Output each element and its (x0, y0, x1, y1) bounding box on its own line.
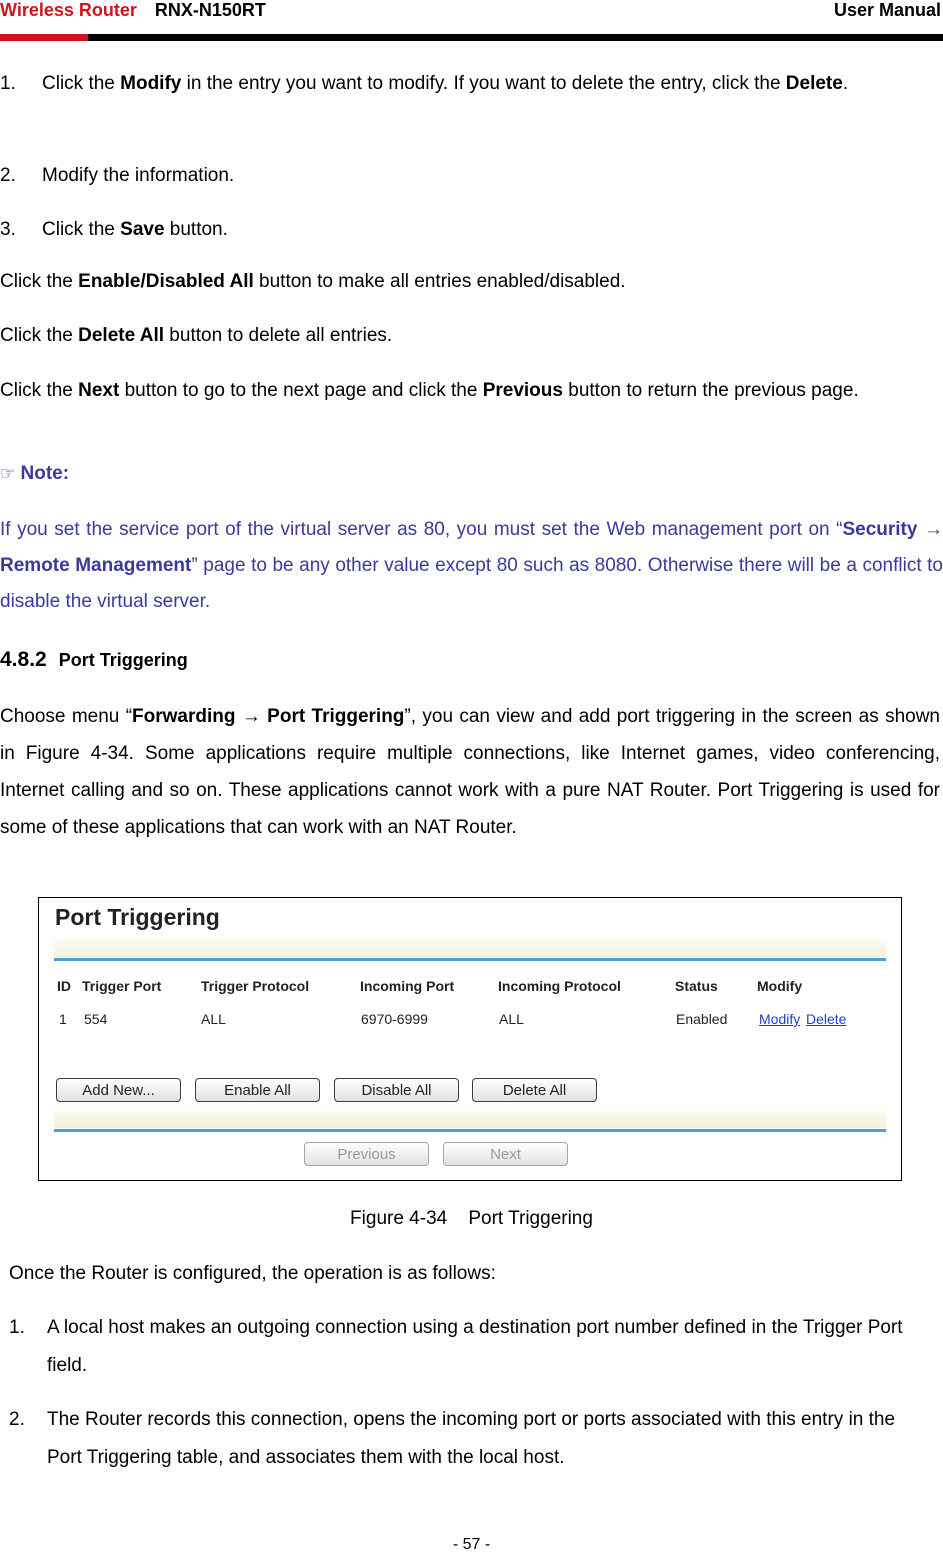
note-text: If you set the service port of the virtual server as 80, you must set the Web management port on “Security → Remote Management” page to be any other value except 80 such as 8080. Otherwise there will be a conflict to disable the virtual server. (0, 519, 943, 612)
delete-link[interactable]: Delete (806, 1011, 847, 1027)
delete-all-button[interactable]: Delete All (472, 1078, 597, 1102)
col-status: Status (675, 978, 718, 994)
col-modify: Modify (757, 978, 803, 994)
note-label: ☞ Note: (0, 463, 70, 484)
operation-item-1: 1. A local host makes an outgoing connection using a destination port number defined in the Trigger Port field. (9, 1317, 903, 1376)
col-id: ID (57, 978, 71, 994)
header-brand: Wireless Router (0, 0, 137, 20)
page-number: - 57 - (452, 1536, 491, 1553)
next-previous-line: Click the Next button to go to the next page and click the Previous button to return the previous page. (0, 380, 859, 401)
delete-all-line: Click the Delete All button to delete all entries. (0, 325, 393, 346)
col-trigger-port: Trigger Port (82, 978, 162, 994)
row-trigger-port: 554 (84, 1011, 108, 1027)
row-trigger-protocol: ALL (201, 1011, 226, 1027)
next-button[interactable]: Next (443, 1142, 568, 1166)
enable-all-line: Click the Enable/Disabled All button to make all entries enabled/disabled. (0, 271, 626, 292)
modify-link[interactable]: Modify (759, 1011, 801, 1027)
bottom-divider (54, 1129, 886, 1132)
col-incoming-protocol: Incoming Protocol (498, 978, 621, 994)
intro-paragraph: Choose menu “Forwarding → Port Triggering”, you can view and add port triggering in the screen as shown in Figure 4-34. Some applications require multiple connections, like Internet games, video conferencing, Internet calling and so on. These applications cannot work with a pure NAT Router. Port Triggering is used for some of these applications that can work with an NAT Router. (0, 706, 941, 838)
title-band (54, 940, 886, 957)
header-rule-black (88, 34, 943, 41)
page-header-left (0, 0, 266, 21)
row-status: Enabled (676, 1011, 728, 1027)
disable-all-button[interactable]: Disable All (334, 1078, 459, 1102)
step-1: 1. Click the Modify in the entry you want to modify. If you want to delete the entry, click the Delete. (0, 73, 849, 94)
figure-caption: Figure 4-34 Port Triggering (350, 1208, 593, 1229)
col-incoming-port: Incoming Port (360, 978, 455, 994)
add-new-button[interactable]: Add New... (56, 1078, 181, 1102)
row-incoming-protocol: ALL (499, 1011, 524, 1027)
top-divider (54, 958, 886, 961)
header-rule-red (0, 34, 88, 41)
step-2: 2. Modify the information. (0, 165, 235, 186)
figure-title: Port Triggering (55, 904, 220, 930)
header-model: RNX-N150RT (154, 0, 266, 20)
row-incoming-port: 6970-6999 (361, 1011, 428, 1027)
operation-item-2: 2. The Router records this connection, opens the incoming port or ports associated with this entry in the Port Triggering table, and associates them with the local host. (9, 1409, 896, 1468)
bottom-band (54, 1111, 886, 1128)
section-heading: 4.8.2 Port Triggering (0, 648, 188, 671)
header-manual: User Manual (833, 0, 941, 20)
enable-all-button[interactable]: Enable All (195, 1078, 320, 1102)
port-triggering-screenshot (38, 897, 902, 1181)
col-trigger-protocol: Trigger Protocol (201, 978, 310, 994)
previous-button[interactable]: Previous (304, 1142, 429, 1166)
pointing-hand-icon: ☞ (0, 464, 16, 483)
step-3: 3. Click the Save button. (0, 219, 228, 240)
operation-lead: Once the Router is configured, the operation is as follows: (9, 1263, 496, 1284)
row-id: 1 (59, 1011, 67, 1027)
